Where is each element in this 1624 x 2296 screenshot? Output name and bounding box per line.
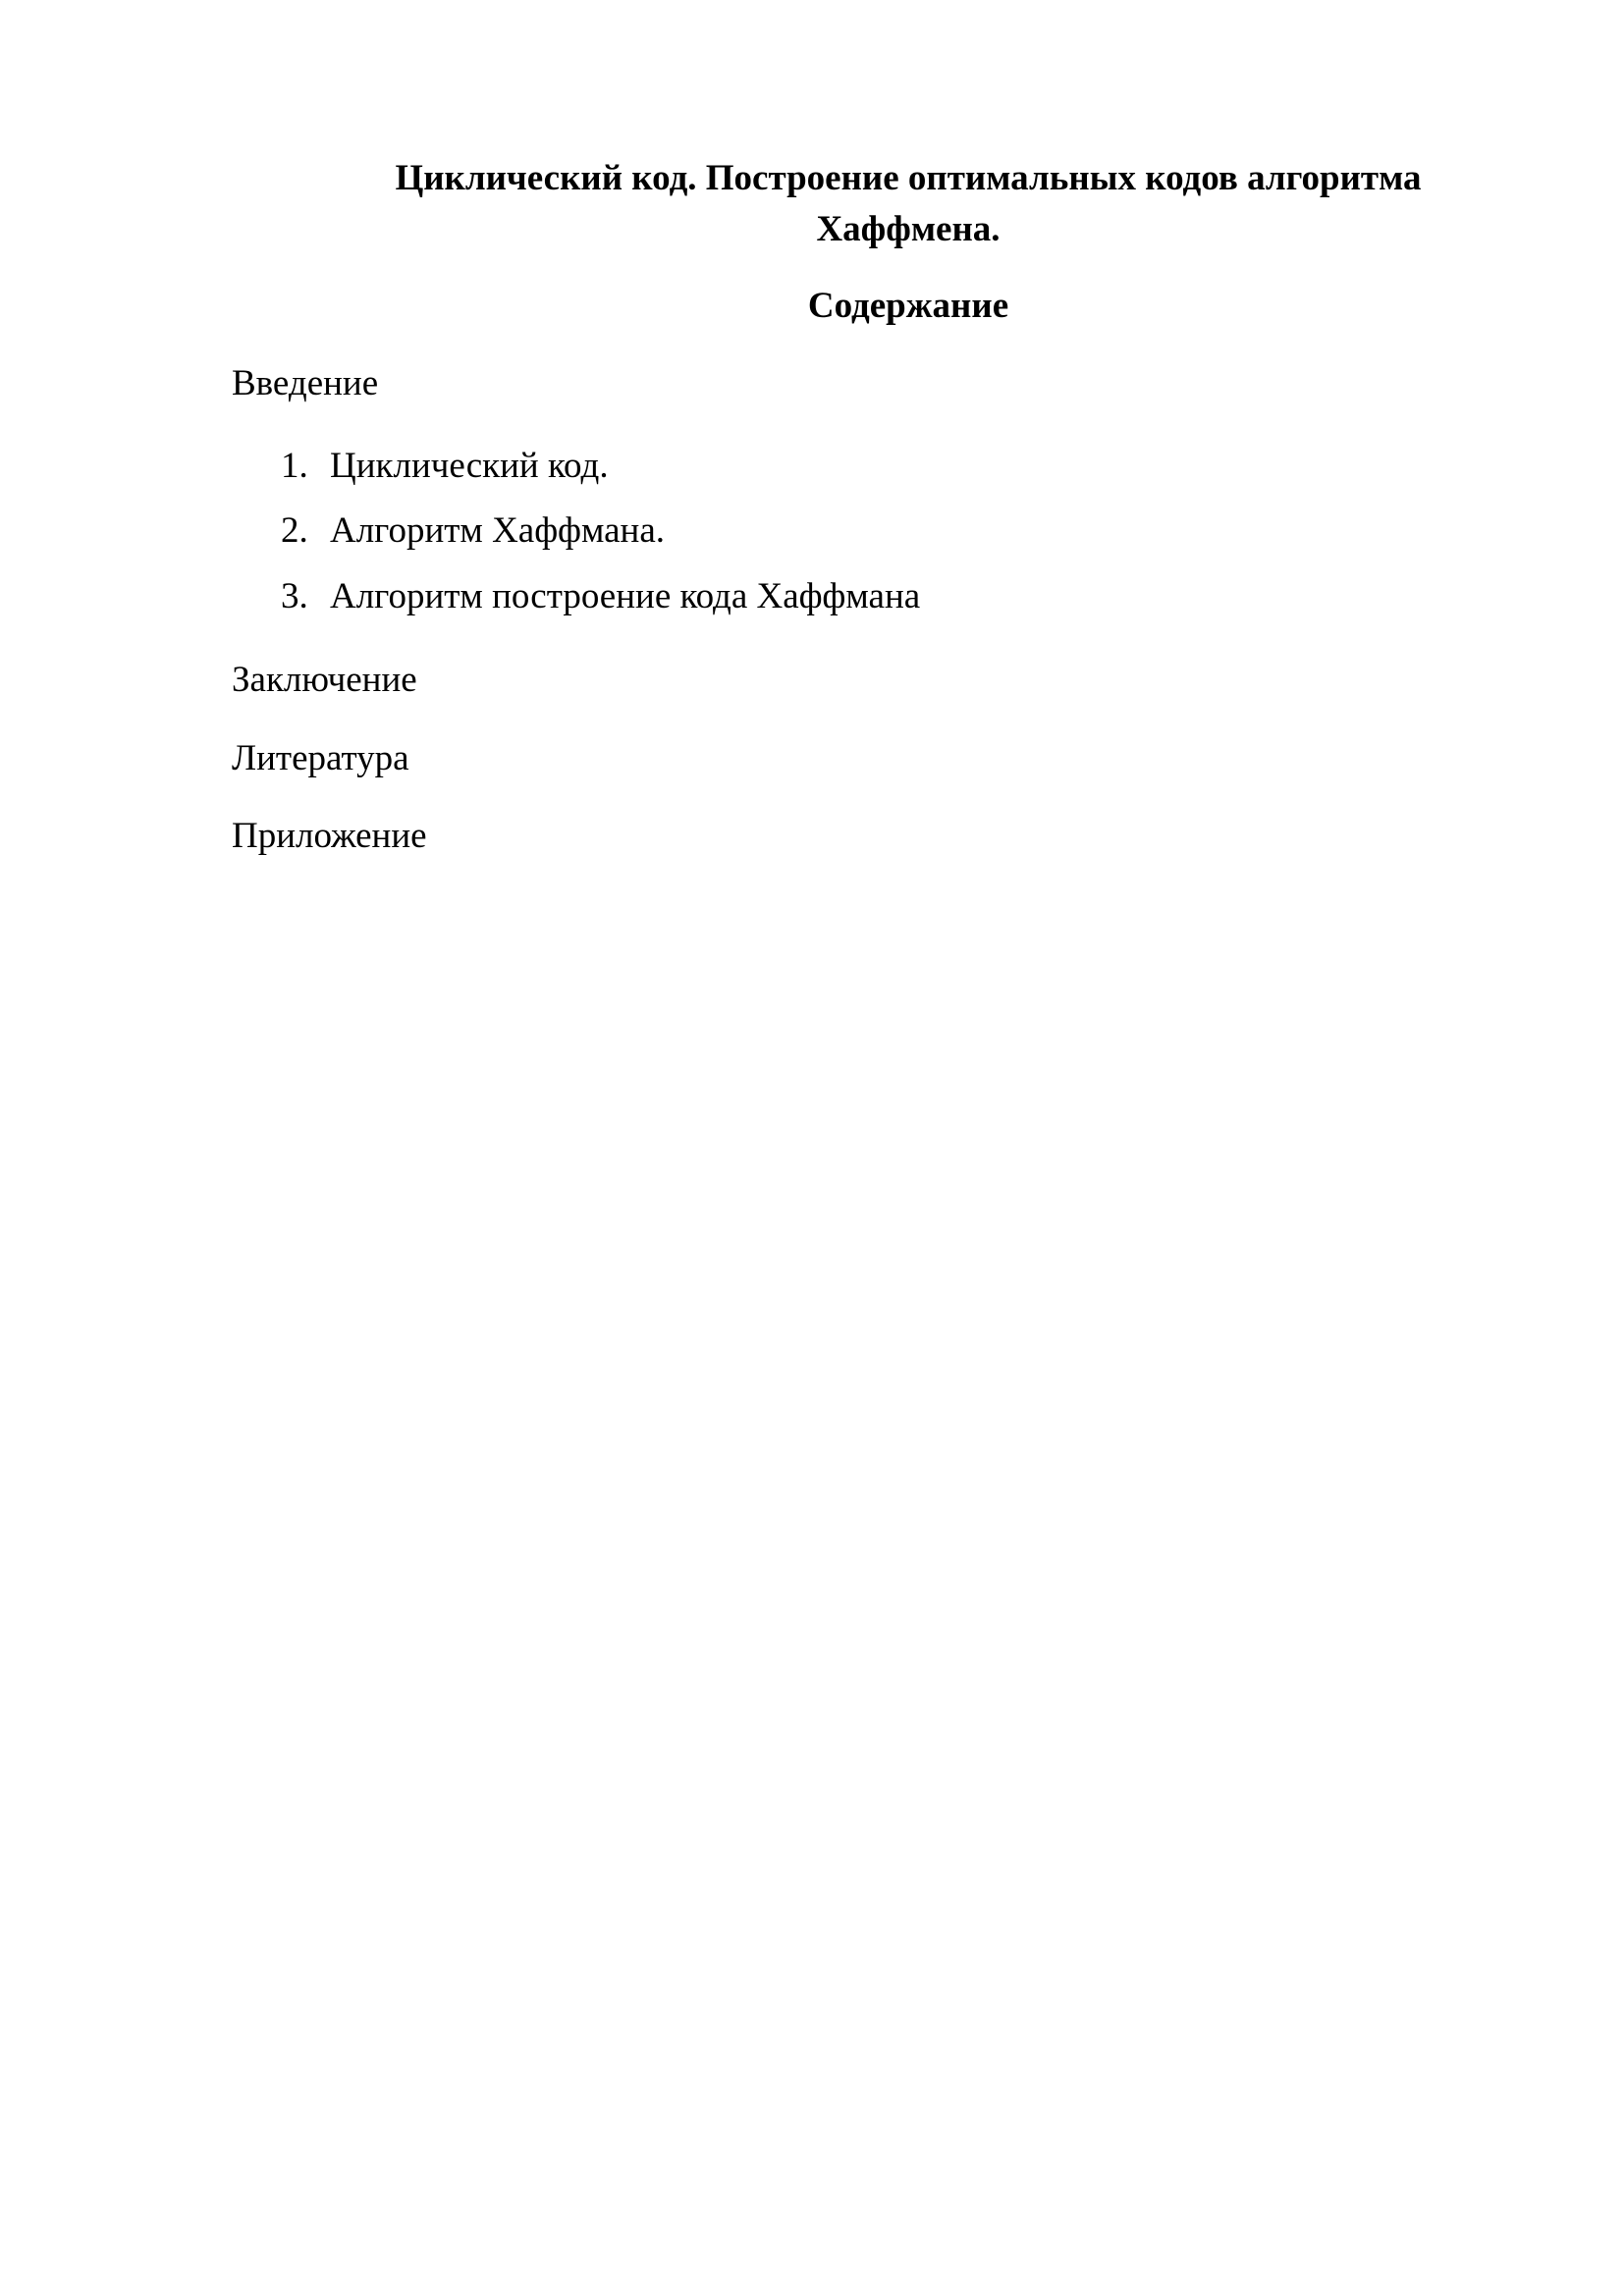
toc-item-label: Циклический код.	[330, 446, 609, 486]
toc-item-label: Алгоритм построение кода Хаффмана	[330, 576, 921, 616]
toc-item-number: 2.	[281, 510, 308, 551]
toc-item-label: Алгоритм Хаффмана.	[330, 510, 666, 551]
toc-entry-literature: Литература	[232, 738, 409, 778]
toc-item-number: 1.	[281, 446, 308, 486]
toc-entry-conclusion: Заключение	[232, 660, 417, 700]
contents-heading: Содержание	[807, 286, 1009, 326]
toc-entry-appendix: Приложение	[232, 816, 427, 856]
toc-item-number: 3.	[281, 576, 308, 616]
document-title: Циклический код. Построение оптимальных кодов алгоритма Хаффмена.	[395, 158, 1422, 249]
toc-entry-intro: Введение	[232, 363, 379, 403]
